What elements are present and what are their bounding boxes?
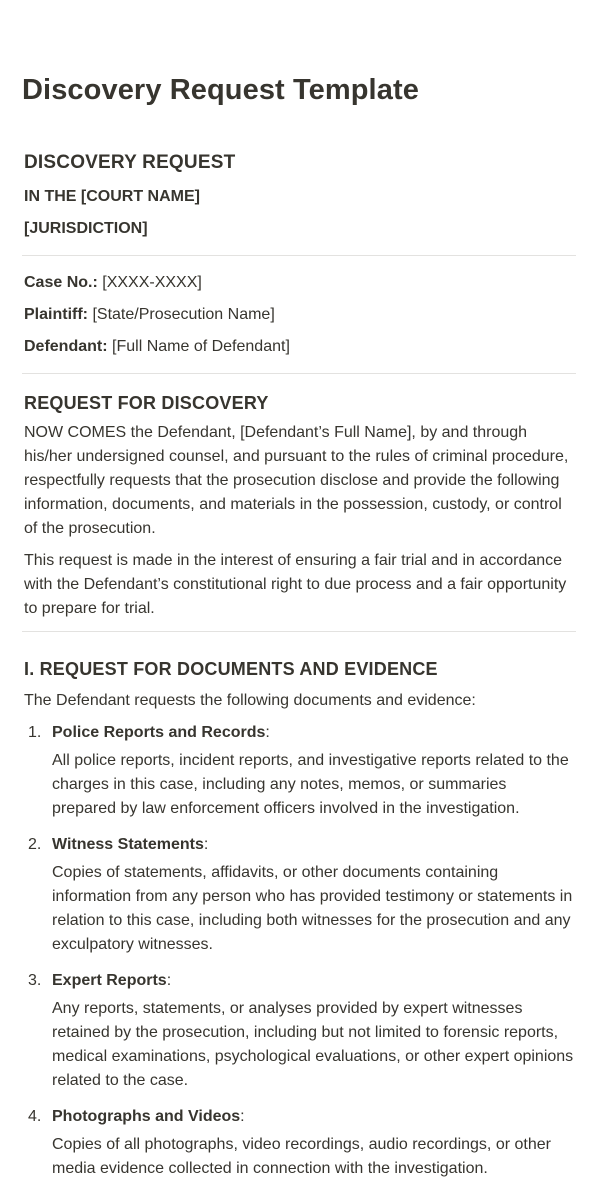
case-number-line (24, 267, 574, 299)
documents-section (22, 643, 576, 1181)
list-item-title-text: Photographs and Videos (52, 1108, 241, 1125)
plaintiff-value: [State/Prosecution Name] (92, 306, 275, 323)
request-section (22, 385, 576, 621)
list-item-description: Any reports, statements, or analyses provided by expert witnesses retained by the prosecution, including but not limited to forensic reports, medical examinations, psychological evaluations, or other expert opinions related to the case. (52, 1000, 574, 1089)
list-item-colon: : (265, 724, 270, 741)
documents-evidence-heading: I. REQUEST FOR DOCUMENTS AND EVIDENCE (24, 659, 438, 679)
list-item (24, 717, 574, 821)
defendant-label: Defendant: (24, 338, 108, 355)
list-item-title (52, 1101, 574, 1133)
list-item (24, 1101, 574, 1181)
divider (22, 373, 576, 374)
list-item-title (52, 829, 574, 861)
document-body (22, 145, 576, 1189)
plaintiff-line (24, 299, 574, 331)
list-item-colon: : (203, 836, 209, 853)
request-list (24, 717, 574, 1181)
list-item-title-text: Police Reports and Records (52, 724, 266, 741)
list-item (24, 829, 574, 957)
documents-intro: The Defendant requests the following documents and evidence: (24, 692, 476, 709)
list-item-title-text: Expert Reports (52, 972, 167, 989)
list-item-title (52, 965, 574, 997)
list-item-title-text: Witness Statements (52, 836, 204, 853)
discovery-request-heading: DISCOVERY REQUEST (24, 152, 236, 173)
case-number-value: [XXXX-XXXX] (102, 274, 202, 291)
list-item-colon: : (240, 1108, 245, 1125)
list-item-description: All police reports, incident reports, and investigative reports related to the charges in this case, including any notes, memos, or summaries prepared by law enforcement officers involved in the investigation. (52, 752, 569, 817)
request-for-discovery-heading: REQUEST FOR DISCOVERY (24, 393, 269, 413)
case-info-block (22, 267, 576, 363)
court-name-line: IN THE [COURT NAME] (24, 188, 200, 205)
case-number-label: Case No.: (24, 274, 98, 291)
page-title: Discovery Request Template (22, 74, 419, 106)
defendant-value: [Full Name of Defendant] (112, 338, 290, 355)
list-item-number: 1. (28, 724, 42, 741)
list-item-title (52, 717, 574, 749)
list-item (24, 965, 574, 1093)
list-item-number: 3. (28, 972, 42, 989)
divider (22, 631, 576, 632)
list-item-description: Copies of all photographs, video recordings, audio recordings, or other media evidence collected in connection with the investigation. (52, 1136, 551, 1177)
divider (22, 255, 576, 256)
list-item-number: 2. (28, 836, 42, 853)
list-item-colon: : (166, 972, 172, 989)
header-block (22, 145, 576, 245)
list-item-number: 4. (28, 1108, 42, 1125)
jurisdiction-line: [JURISDICTION] (24, 220, 148, 237)
request-paragraph-2: This request is made in the interest of ensuring a fair trial and in accordance with the Defendant’s constitutional right to due process and a fair opportunity to prepare for trial. (24, 552, 567, 617)
plaintiff-label: Plaintiff: (24, 306, 88, 323)
list-item-description: Copies of statements, affidavits, or other documents containing information from any person who has provided testimony or statements in relation to this case, including both witnesses for the prosecution and any exculpatory witnesses. (52, 864, 573, 953)
request-paragraph-1: NOW COMES the Defendant, [Defendant’s Full Name], by and through his/her undersigned counsel, and pursuant to the rules of criminal procedure, respectfully requests that the prosecution disclose and provide the following information, documents, and materials in the possession, custody, or control of the prosecution. (24, 424, 569, 537)
defendant-line (24, 331, 574, 363)
